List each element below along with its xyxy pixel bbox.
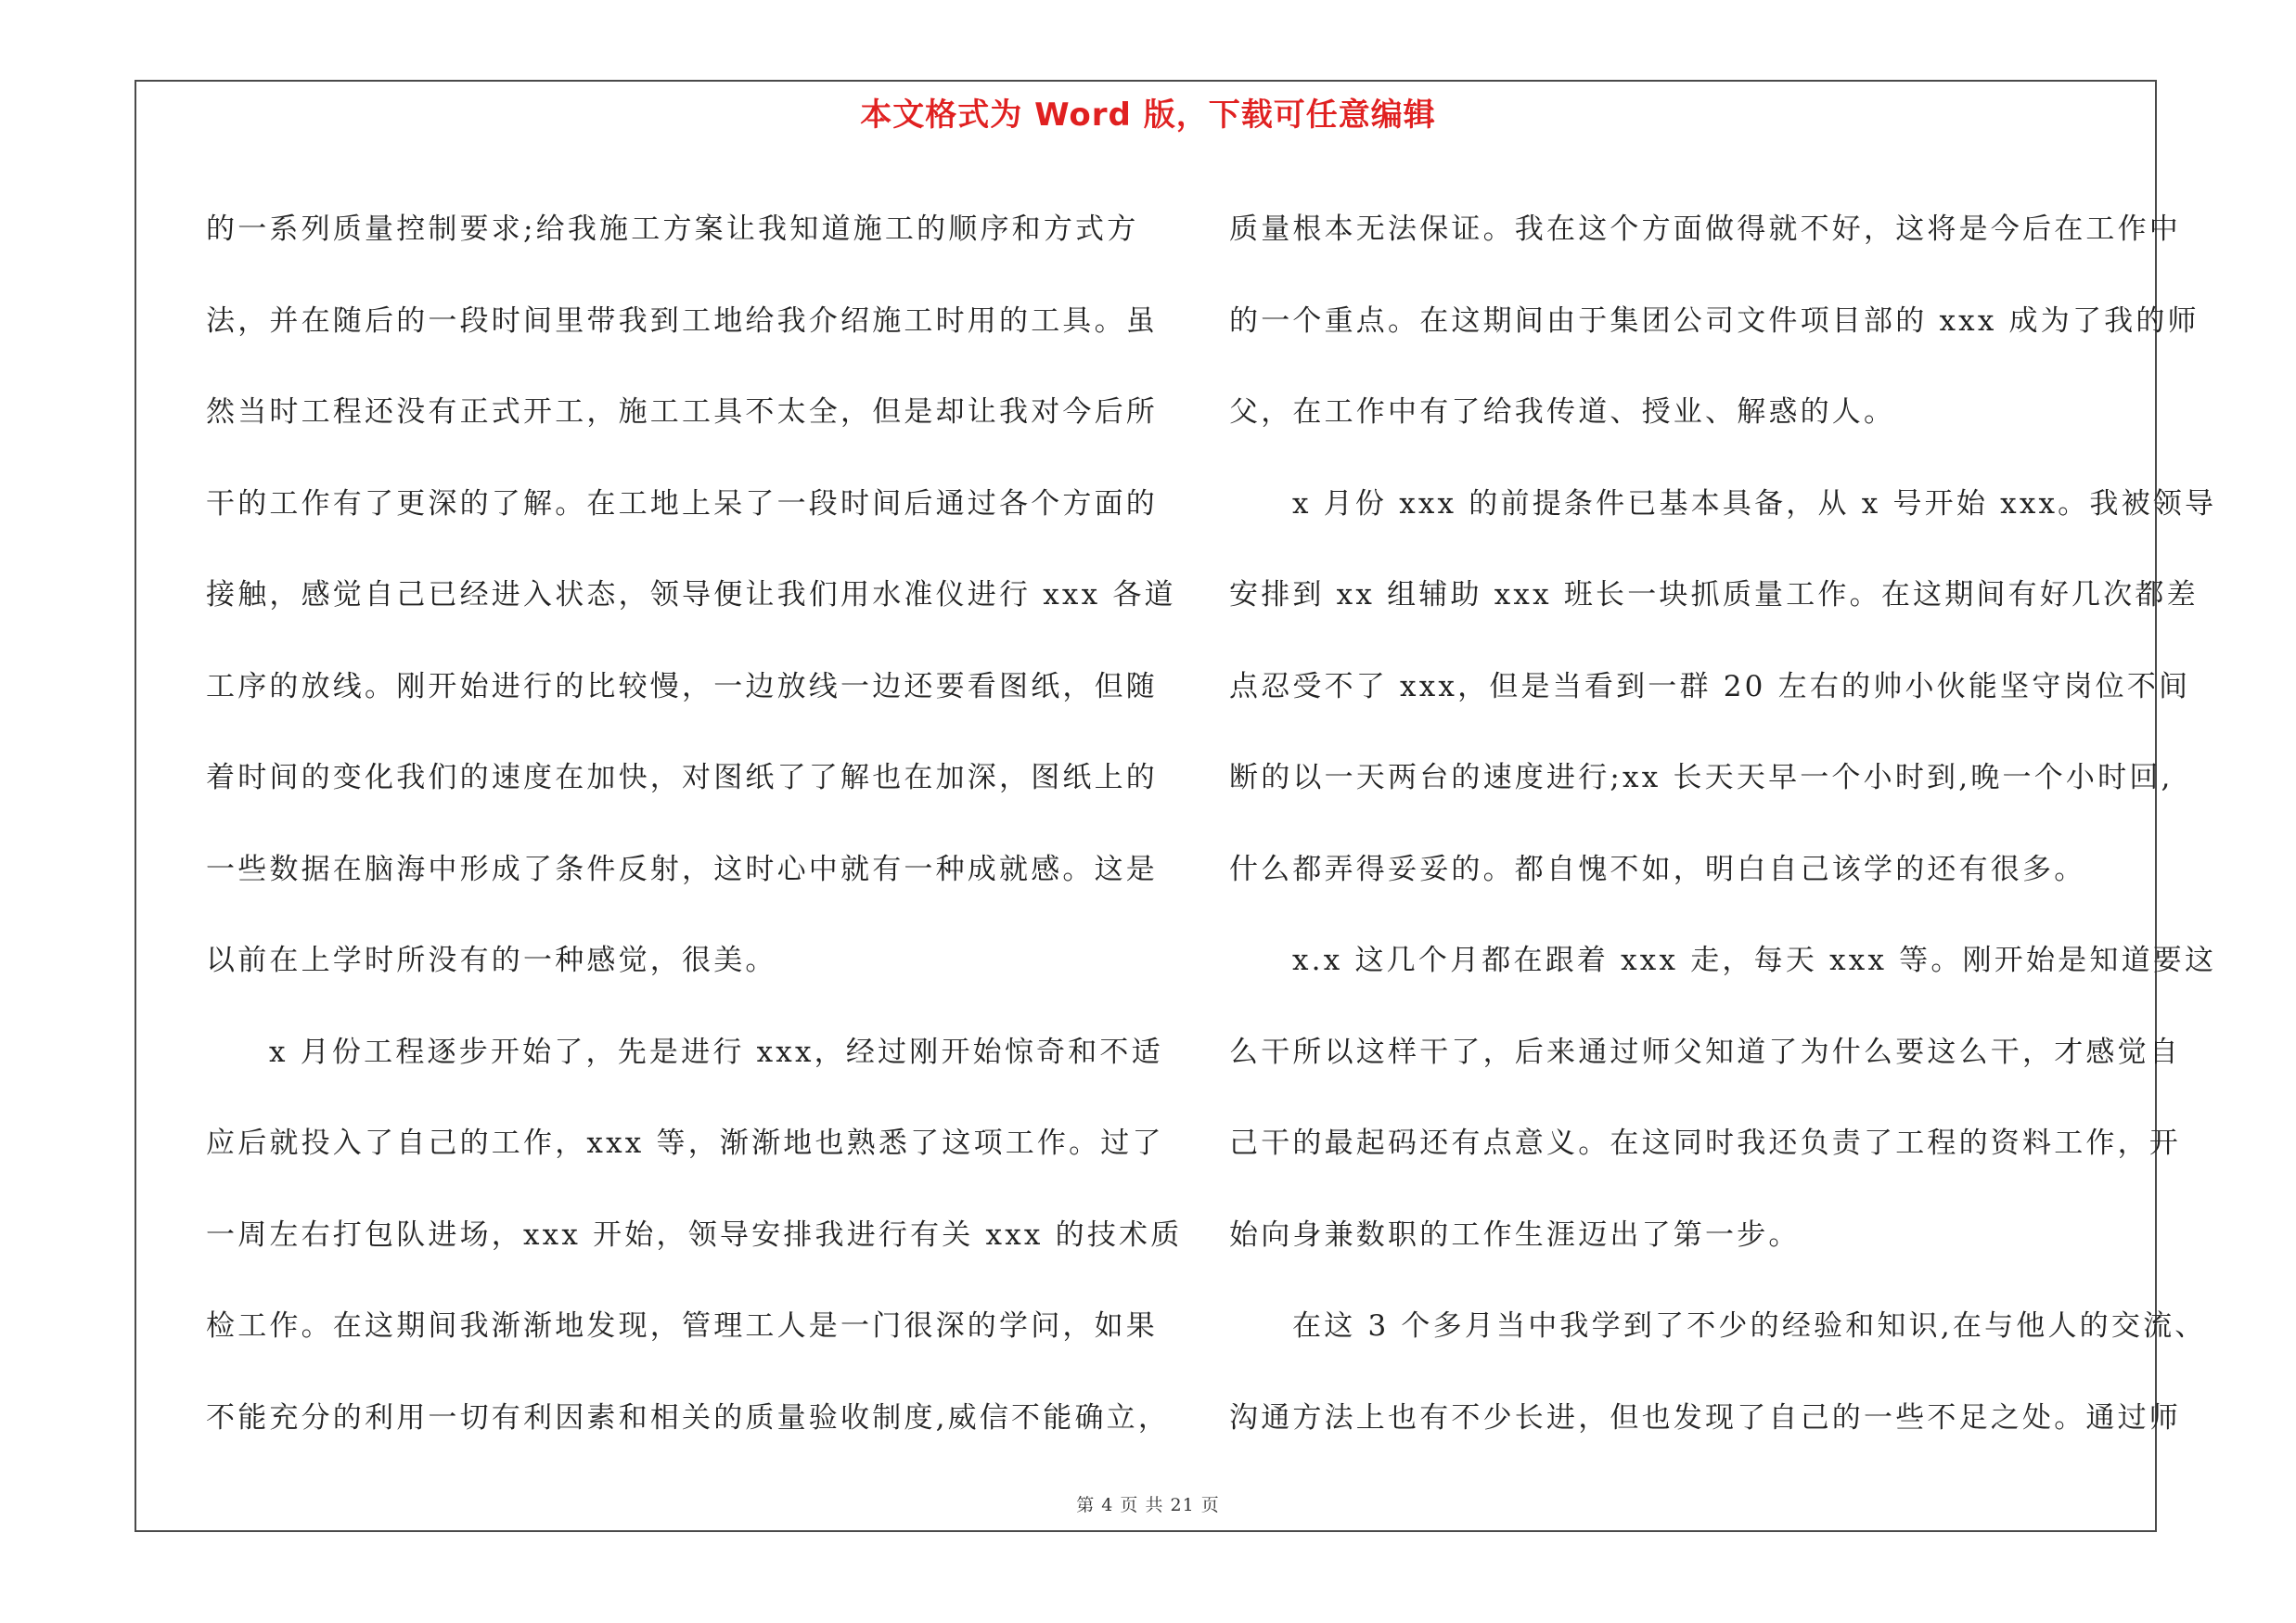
text-line: 应后就投入了自己的工作，xxx 等，渐渐地也熟悉了这项工作。过了 bbox=[206, 1127, 1164, 1160]
text-line: 法，并在随后的一段时间里带我到工地给我介绍施工时用的工具。虽 bbox=[206, 303, 1158, 338]
text-line: 父，在工作中有了给我传道、授业、解惑的人。 bbox=[1229, 395, 1896, 429]
text-line: 一些数据在脑海中形成了条件反射，这时心中就有一种成就感。这是 bbox=[206, 852, 1158, 886]
paragraph-start-line: x.x 这几个月都在跟着 xxx 走，每天 xxx 等。刚开始是知道要这 bbox=[1292, 944, 2217, 977]
paragraph-start-line: 在这 3 个多月当中我学到了不少的经验和知识,在与他人的交流、 bbox=[1292, 1309, 2207, 1343]
text-line: 沟通方法上也有不少长进，但也发现了自己的一些不足之处。通过师 bbox=[1229, 1400, 2181, 1435]
word-format-banner: 本文格式为 Word 版，下载可任意编辑 bbox=[860, 97, 1436, 134]
text-line: 的一系列质量控制要求;给我施工方案让我知道施工的顺序和方式方 bbox=[206, 213, 1139, 246]
text-line: 检工作。在这期间我渐渐地发现，管理工人是一门很深的学问，如果 bbox=[206, 1309, 1158, 1343]
text-line: 始向身兼数职的工作生涯迈出了第一步。 bbox=[1229, 1217, 1801, 1252]
text-line: 己干的最起码还有点意义。在这同时我还负责了工程的资料工作，开 bbox=[1229, 1127, 2181, 1160]
text-line: 质量根本无法保证。我在这个方面做得就不好，这将是今后在工作中 bbox=[1229, 213, 2181, 246]
page-number-footer: 第 4 页 共 21 页 bbox=[1076, 1495, 1220, 1515]
text-line: 不能充分的利用一切有利因素和相关的质量验收制度,威信不能确立， bbox=[206, 1400, 1171, 1435]
paragraph-start-line: x 月份工程逐步开始了，先是进行 xxx，经过刚开始惊奇和不适 bbox=[269, 1035, 1163, 1069]
text-line: 什么都弄得妥妥的。都自愧不如，明白自己该学的还有很多。 bbox=[1229, 852, 2086, 886]
text-line: 着时间的变化我们的速度在加快，对图纸了了解也在加深，图纸上的 bbox=[206, 761, 1158, 794]
text-line: 然当时工程还没有正式开工，施工工具不太全，但是却让我对今后所 bbox=[206, 395, 1158, 429]
text-line: 安排到 xx 组辅助 xxx 班长一块抓质量工作。在这期间有好几次都差 bbox=[1229, 578, 2199, 612]
text-line: 工序的放线。刚开始进行的比较慢，一边放线一边还要看图纸，但随 bbox=[206, 669, 1158, 703]
left-text-column bbox=[206, 184, 1183, 1463]
text-line: 以前在上学时所没有的一种感觉，很美。 bbox=[206, 944, 777, 977]
text-line: 一周左右打包队进场，xxx 开始，领导安排我进行有关 xxx 的技术质 bbox=[206, 1217, 1183, 1252]
text-line: 干的工作有了更深的了解。在工地上呆了一段时间后通过各个方面的 bbox=[206, 486, 1158, 521]
text-line: 接触，感觉自己已经进入状态，领导便让我们用水准仪进行 xxx 各道 bbox=[206, 578, 1176, 612]
text-line: 断的以一天两台的速度进行;xx 长天天早一个小时到,晚一个小时回, bbox=[1229, 761, 2174, 794]
right-text-column bbox=[1229, 184, 2217, 1463]
text-line: 的一个重点。在这期间由于集团公司文件项目部的 xxx 成为了我的师 bbox=[1229, 303, 2200, 338]
text-line: 点忍受不了 xxx，但是当看到一群 20 左右的帅小伙能坚守岗位不间 bbox=[1229, 669, 2191, 703]
paragraph-start-line: x 月份 xxx 的前提条件已基本具备，从 x 号开始 xxx。我被领导 bbox=[1292, 486, 2217, 521]
text-line: 么干所以这样干了，后来通过师父知道了为什么要这么干，才感觉自 bbox=[1229, 1035, 2181, 1069]
